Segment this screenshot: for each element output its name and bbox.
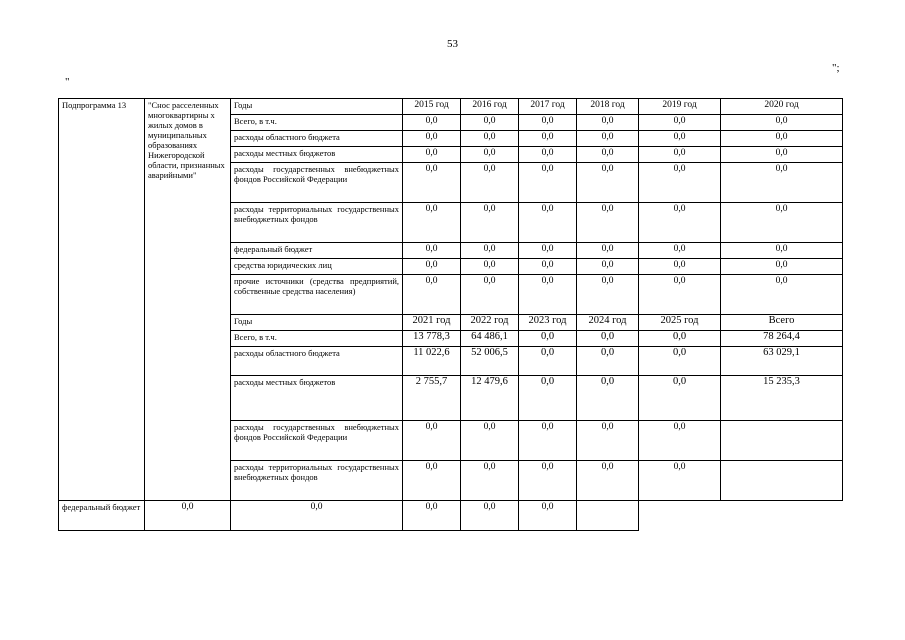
value-cell — [721, 421, 843, 461]
value-cell: 0,0 — [639, 376, 721, 421]
value-cell: 0,0 — [519, 275, 577, 315]
value-cell: 0,0 — [519, 203, 577, 243]
value-cell: 0,0 — [519, 259, 577, 275]
funding-table — [58, 98, 843, 531]
value-cell: 0,0 — [519, 115, 577, 131]
value-cell: 0,0 — [461, 421, 519, 461]
block1-header-row — [59, 99, 843, 115]
year-header: 2025 год — [639, 315, 721, 331]
value-cell: 0,0 — [403, 243, 461, 259]
row-label: расходы местных бюджетов — [231, 147, 403, 163]
value-cell: 0,0 — [519, 331, 577, 347]
value-cell: 0,0 — [577, 147, 639, 163]
value-cell: 0,0 — [577, 203, 639, 243]
value-cell: 0,0 — [403, 259, 461, 275]
funding-table-body — [59, 99, 843, 531]
value-cell: 0,0 — [721, 147, 843, 163]
years-header-label: Годы — [231, 99, 403, 115]
row-label: расходы местных бюджетов — [231, 376, 403, 421]
value-cell: 63 029,1 — [721, 347, 843, 376]
value-cell: 0,0 — [461, 243, 519, 259]
value-cell: 0,0 — [461, 147, 519, 163]
year-header: 2020 год — [721, 99, 843, 115]
value-cell: 0,0 — [461, 275, 519, 315]
value-cell: 0,0 — [639, 275, 721, 315]
value-cell: 0,0 — [519, 243, 577, 259]
value-cell: 78 264,4 — [721, 331, 843, 347]
value-cell: 0,0 — [403, 147, 461, 163]
row-label: федеральный бюджет — [59, 501, 145, 531]
value-cell: 0,0 — [577, 275, 639, 315]
value-cell: 0,0 — [639, 131, 721, 147]
value-cell: 0,0 — [721, 115, 843, 131]
value-cell: 0,0 — [461, 131, 519, 147]
value-cell: 0,0 — [403, 275, 461, 315]
value-cell: 0,0 — [461, 115, 519, 131]
program-title: Подпрограмма 13 — [59, 99, 145, 501]
year-header: 2024 год — [577, 315, 639, 331]
value-cell: 0,0 — [403, 421, 461, 461]
value-cell: 0,0 — [721, 275, 843, 315]
value-cell: 0,0 — [403, 461, 461, 501]
row-label: прочие источники (средства предприятий, собственные средства населения) — [231, 275, 403, 315]
value-cell: 0,0 — [519, 131, 577, 147]
year-header: 2017 год — [519, 99, 577, 115]
row-label: расходы областного бюджета — [231, 347, 403, 376]
value-cell: 0,0 — [639, 115, 721, 131]
value-cell: 0,0 — [721, 163, 843, 203]
value-cell: 0,0 — [721, 243, 843, 259]
value-cell: 0,0 — [639, 259, 721, 275]
value-cell: 15 235,3 — [721, 376, 843, 421]
value-cell: 0,0 — [461, 461, 519, 501]
value-cell: 0,0 — [721, 131, 843, 147]
value-cell: 0,0 — [145, 501, 231, 531]
page-number: 53 — [447, 38, 458, 50]
value-cell: 0,0 — [639, 163, 721, 203]
value-cell: 0,0 — [461, 163, 519, 203]
value-cell: 13 778,3 — [403, 331, 461, 347]
value-cell: 0,0 — [519, 147, 577, 163]
value-cell: 0,0 — [639, 203, 721, 243]
year-header: 2022 год — [461, 315, 519, 331]
value-cell: 0,0 — [403, 163, 461, 203]
value-cell: 0,0 — [639, 243, 721, 259]
value-cell: 0,0 — [461, 203, 519, 243]
year-header: 2015 год — [403, 99, 461, 115]
value-cell: 0,0 — [577, 347, 639, 376]
year-header: 2016 год — [461, 99, 519, 115]
value-cell: 0,0 — [577, 131, 639, 147]
value-cell: 0,0 — [577, 421, 639, 461]
row-label: расходы областного бюджета — [231, 131, 403, 147]
value-cell: 0,0 — [639, 147, 721, 163]
value-cell: 12 479,6 — [461, 376, 519, 421]
year-header: Всего — [721, 315, 843, 331]
year-header: 2018 год — [577, 99, 639, 115]
year-header: 2023 год — [519, 315, 577, 331]
row-label: Всего, в т.ч. — [231, 331, 403, 347]
value-cell: 0,0 — [577, 115, 639, 131]
value-cell: 0,0 — [461, 259, 519, 275]
value-cell: 0,0 — [639, 461, 721, 501]
years-header-label: Годы — [231, 315, 403, 331]
row-label: средства юридических лиц — [231, 259, 403, 275]
value-cell: 11 022,6 — [403, 347, 461, 376]
value-cell: 0,0 — [403, 115, 461, 131]
row-label: расходы территориальных государственных внебюджетных фондов — [231, 461, 403, 501]
value-cell: 2 755,7 — [403, 376, 461, 421]
value-cell: 52 006,5 — [461, 347, 519, 376]
program-name: "Снос расселенных многоквартирны х жилых домов в муниципальных образованиях Нижегородской области, признанных аварийными" — [145, 99, 231, 501]
value-cell: 0,0 — [231, 501, 403, 531]
closing-quote: "; — [832, 62, 840, 74]
value-cell: 0,0 — [577, 259, 639, 275]
value-cell — [721, 461, 843, 501]
value-cell: 0,0 — [519, 421, 577, 461]
year-header: 2019 год — [639, 99, 721, 115]
value-cell: 0,0 — [461, 501, 519, 531]
year-header: 2021 год — [403, 315, 461, 331]
value-cell: 0,0 — [577, 243, 639, 259]
table-row — [59, 501, 843, 531]
value-cell: 0,0 — [639, 421, 721, 461]
value-cell: 0,0 — [403, 203, 461, 243]
value-cell: 0,0 — [519, 347, 577, 376]
value-cell: 0,0 — [577, 163, 639, 203]
value-cell: 0,0 — [639, 347, 721, 376]
value-cell: 0,0 — [577, 376, 639, 421]
value-cell: 0,0 — [519, 376, 577, 421]
value-cell: 0,0 — [639, 331, 721, 347]
row-label: Всего, в т.ч. — [231, 115, 403, 131]
value-cell: 0,0 — [577, 331, 639, 347]
row-label: расходы государственных внебюджетных фондов Российской Федерации — [231, 163, 403, 203]
row-label: расходы территориальных государственных внебюджетных фондов — [231, 203, 403, 243]
row-label: расходы государственных внебюджетных фондов Российской Федерации — [231, 421, 403, 461]
opening-quote: " — [65, 76, 70, 88]
value-cell: 0,0 — [519, 461, 577, 501]
value-cell: 0,0 — [721, 259, 843, 275]
value-cell: 0,0 — [577, 461, 639, 501]
value-cell: 0,0 — [519, 163, 577, 203]
value-cell: 0,0 — [519, 501, 577, 531]
value-cell — [577, 501, 639, 531]
row-label: федеральный бюджет — [231, 243, 403, 259]
value-cell: 0,0 — [403, 131, 461, 147]
value-cell: 0,0 — [403, 501, 461, 531]
value-cell: 0,0 — [721, 203, 843, 243]
value-cell: 64 486,1 — [461, 331, 519, 347]
